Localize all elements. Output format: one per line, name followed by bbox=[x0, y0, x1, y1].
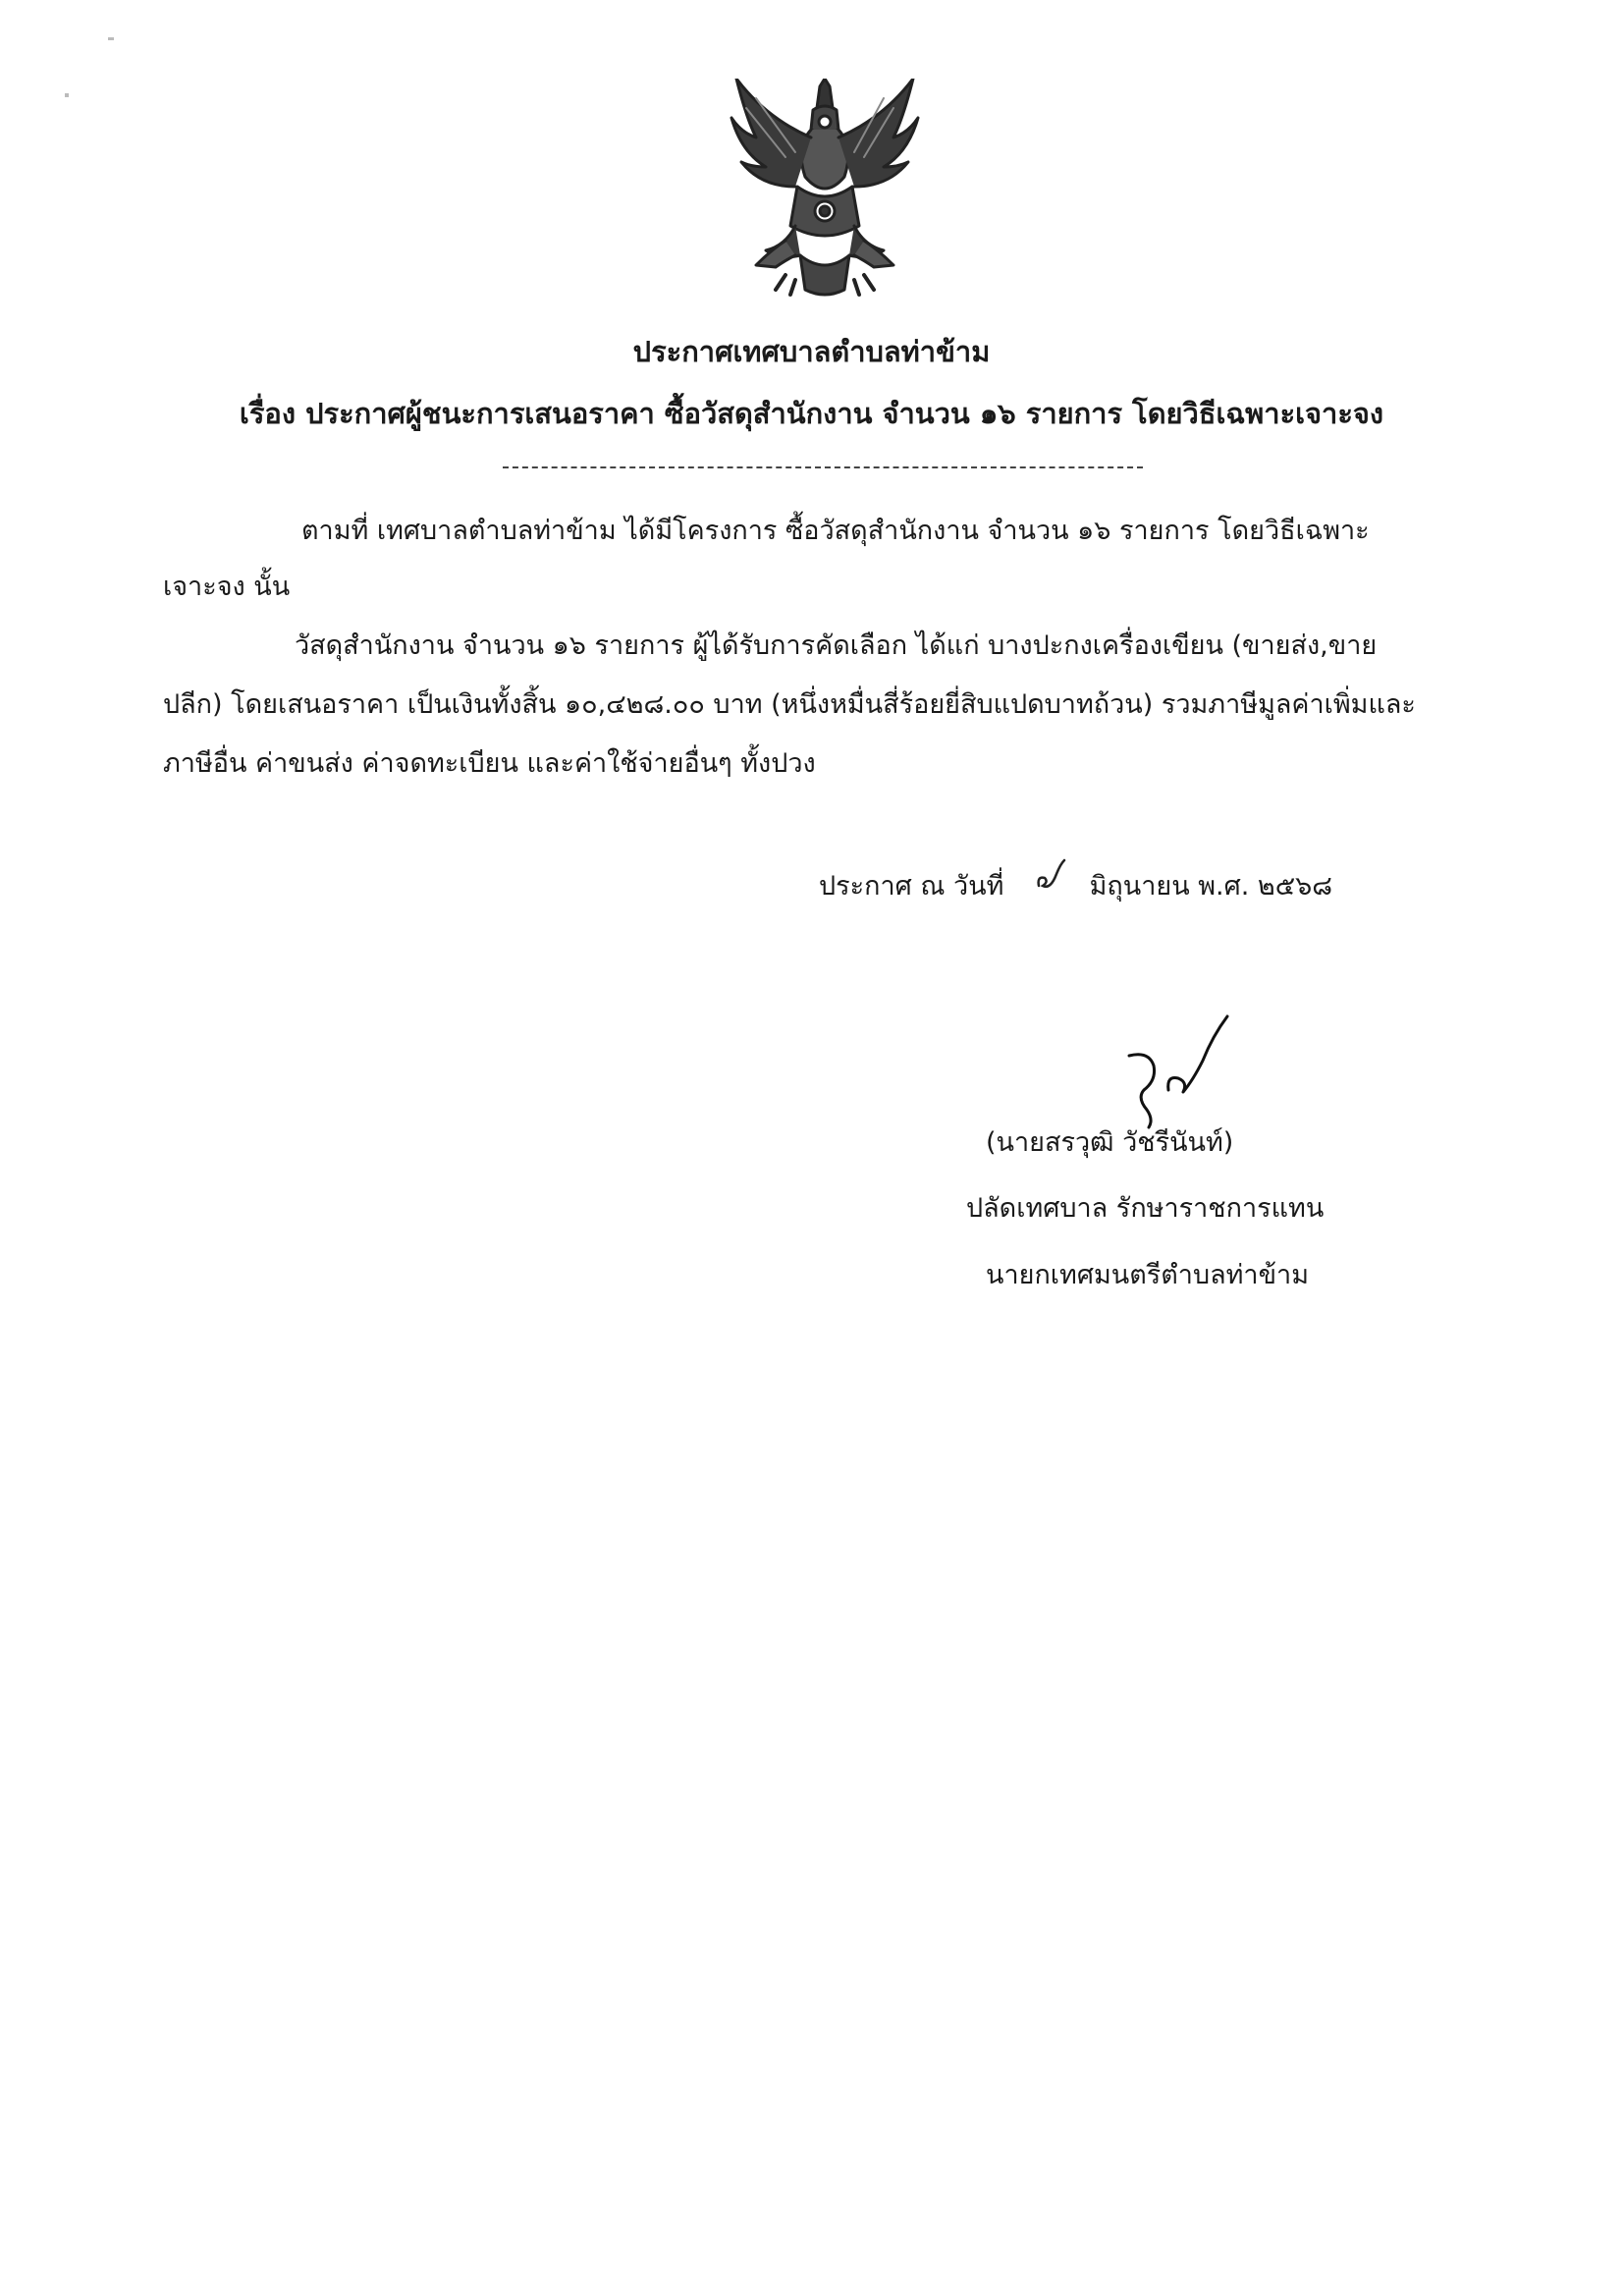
announcement-date bbox=[819, 867, 1332, 906]
handwritten-signature-icon bbox=[1100, 1011, 1237, 1129]
signatory-position-line-2: นายกเทศมนตรีตำบลท่าข้าม bbox=[986, 1260, 1309, 1290]
announcement-subject: เรื่อง ประกาศผู้ชนะการเสนอราคา ซื้อวัสดุสำนักงาน จำนวน ๑๖ รายการ โดยวิธีเฉพาะเจาะจง bbox=[239, 397, 1384, 430]
paragraph-2-line-1: วัสดุสำนักงาน จำนวน ๑๖ รายการ ผู้ได้รับการคัดเลือก ได้แก่ บางปะกงเครื่องเขียน (ขายส่ง,ขาย bbox=[295, 630, 1378, 661]
paragraph-2-line-2: ปลีก) โดยเสนอราคา เป็นเงินทั้งสิ้น ๑๐,๔๒๘.๐๐ บาท (หนึ่งหมื่นสี่ร้อยยี่สิบแปดบาทถ้วน) รวมภาษีมูลค่าเพิ่มและ bbox=[163, 689, 1416, 720]
date-suffix: มิถุนายน พ.ศ. ๒๕๖๘ bbox=[1089, 871, 1333, 902]
paragraph-1-line-2: เจาะจง นั้น bbox=[163, 572, 291, 602]
scan-artifact bbox=[108, 37, 114, 40]
announcement-title: ประกาศเทศบาลตำบลท่าข้าม bbox=[632, 335, 991, 368]
signatory-position-line-1: ปลัดเทศบาล รักษาราชการแทน bbox=[966, 1193, 1325, 1224]
paragraph-2-line-3: ภาษีอื่น ค่าขนส่ง ค่าจดทะเบียน และค่าใช้จ่ายอื่นๆ ทั้งปวง bbox=[163, 748, 816, 779]
scan-artifact bbox=[65, 93, 69, 97]
handwritten-day-icon bbox=[1031, 856, 1070, 905]
dashed-divider bbox=[503, 466, 1143, 468]
paragraph-1-line-1: ตามที่ เทศบาลตำบลท่าข้าม ได้มีโครงการ ซื้อวัสดุสำนักงาน จำนวน ๑๖ รายการ โดยวิธีเฉพาะ bbox=[301, 516, 1370, 546]
garuda-emblem-icon bbox=[727, 79, 923, 300]
date-prefix: ประกาศ ณ วันที่ bbox=[819, 871, 1004, 902]
signatory-name: (นายสรวุฒิ วัชรีนันท์) bbox=[986, 1127, 1234, 1158]
